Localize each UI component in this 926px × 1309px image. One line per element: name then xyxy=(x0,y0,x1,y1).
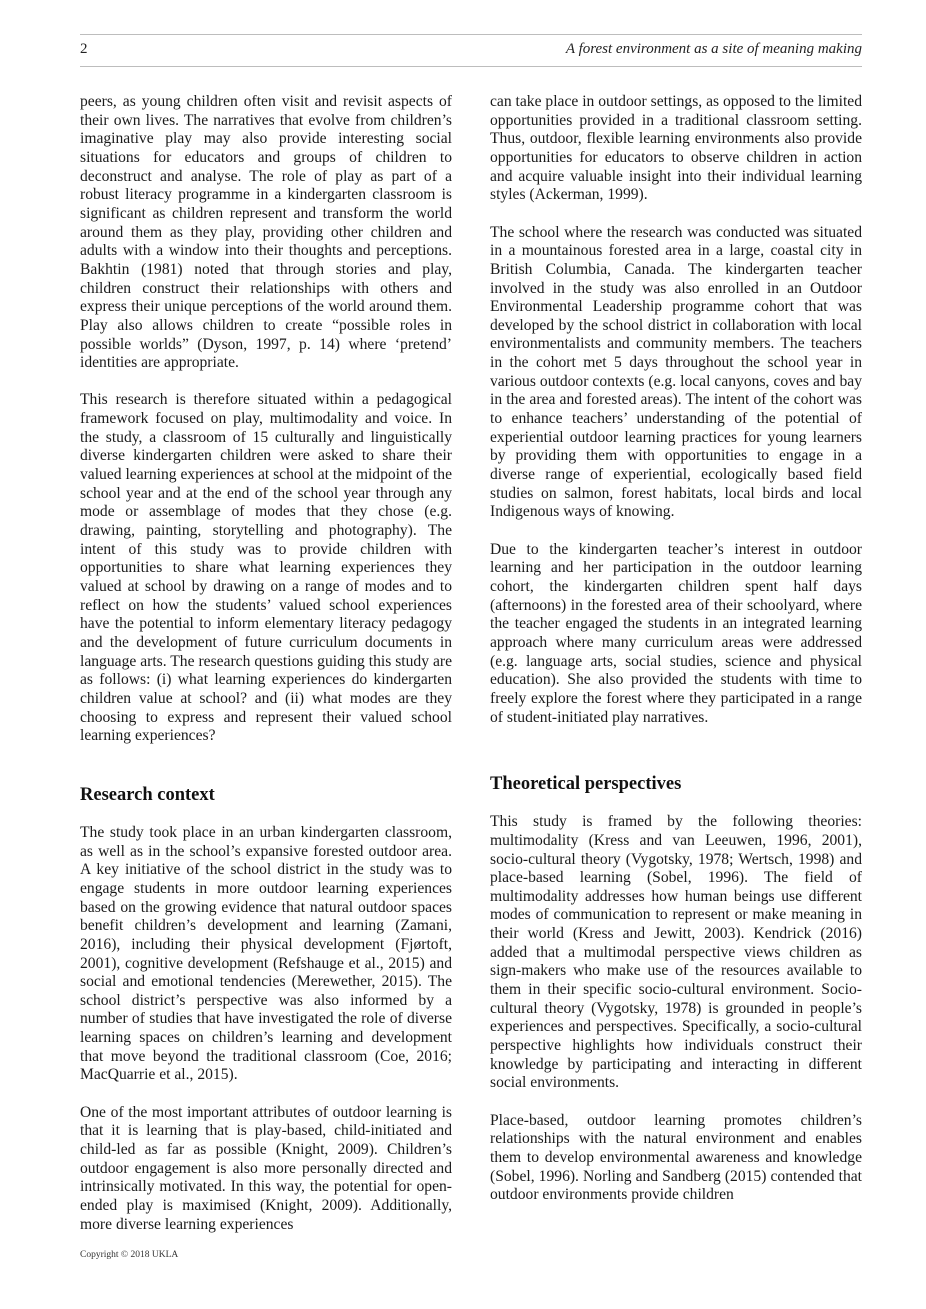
paragraph: can take place in outdoor settings, as opposed to the limited opportunities provided in a traditional classroom setting. Thus, outdoor, flexible learning environments also provide opportunities for educators to observe children in action and acquire valuable insight into their individual learning styles (Ackerman, 1999). xyxy=(490,93,862,204)
paragraph-gap xyxy=(80,1085,452,1104)
paragraph: One of the most important attributes of outdoor learning is that it is learning that is play-based, child-initiated and child-led as far as possible (Knight, 2009). Children’s outdoor engagement is also more personally directed and intrinsically motivated. In this way, the potential for open-ended play is maximised (Knight, 2009). Additionally, more diverse learning experiences xyxy=(80,1103,452,1233)
section-heading-research-context: Research context xyxy=(80,784,215,805)
paragraph: The study took place in an urban kindergarten classroom, as well as in the school’s expansive forested outdoor area. A key initiative of the school district in the study was to engage students in more outdoor learning experiences based on the growing evidence that natural outdoor spaces benefit children’s development and learning (Zamani, 2016), including their physical development (Fjørtoft, 2001), cognitive development (Refshauge et al., 2015) and social and emotional tendencies (Merewether, 2015). The school district’s perspective was also informed by a number of studies that have investigated the role of diverse learning spaces on children’s learning and development that move beyond the traditional classroom (Coe, 2016; MacQuarrie et al., 2015). xyxy=(80,823,452,1084)
header-bottom-rule xyxy=(80,66,862,67)
paragraph-gap xyxy=(490,522,862,541)
paragraph: Due to the kindergarten teacher’s interest in outdoor learning and her participation in the outdoor learning cohort, the kindergarten children spent half days (afternoons) in the forested area of their schoolyard, where the teacher engaged the students in an integrated learning approach where many curriculum areas were addressed (e.g. language arts, social studies, science and physical education). She also provided the students with time to freely explore the forest where they participated in a range of student-initiated play narratives. xyxy=(490,540,862,726)
section-gap xyxy=(490,727,862,773)
paragraph: Place-based, outdoor learning promotes children’s relationships with the natural environment and enables them to develop environmental awareness and knowledge (Sobel, 1996). Norling and Sandberg (2015) contended that outdoor environments provide children xyxy=(490,1111,862,1204)
left-column xyxy=(80,93,452,1234)
paragraph-gap xyxy=(80,373,452,392)
right-column xyxy=(490,93,862,1205)
running-title: A forest environment as a site of meaning making xyxy=(565,41,862,57)
paragraph: peers, as young children often visit and revisit aspects of their own lives. The narratives that evolve from children’s imaginative play may also provide interesting social situations for educators and groups of children to deconstruct and analyse. The role of play as part of a robust literacy programme in a kindergarten classroom is significant as children represent and transform the world around them as they play, providing other children and adults with a window into their thoughts and perceptions. Bakhtin (1981) noted that through stories and play, children construct their relationships with others and express their unique perceptions of the world around them. Play also allows children to create “possible roles in possible worlds” (Dyson, 1997, p. 14) where ‘pretend’ identities are appropriate. xyxy=(80,93,452,372)
heading-gap xyxy=(80,806,452,824)
paragraph: The school where the research was conducted was situated in a mountainous forested area in a large, coastal city in British Columbia, Canada. The kindergarten teacher involved in the study was also enrolled in an Outdoor Environmental Leadership programme cohort that was developed by the school district in collaboration with local environmentalists and community members. The teachers in the cohort met 5 days throughout the school year in various outdoor contexts (e.g. local canyons, coves and bay in the area and forested areas). The intent of the cohort was to enhance teachers’ understanding of the potential of experiential outdoor learning practices for young learners by providing them with opportunities to engage in a diverse range of experiential, ecologically based field studies on salmon, forest habitats, local birds and local Indigenous ways of knowing. xyxy=(490,223,862,521)
paragraph: This study is framed by the following theories: multimodality (Kress and van Leeuwen, 1996, 2001), socio-cultural theory (Vygotsky, 1978; Wertsch, 1998) and place-based learning (Sobel, 1996). The field of multimodality addresses how human beings use different modes of communication to represent or make meaning in their world (Kress and Jewitt, 2003). Kendrick (2016) added that a multimodal perspective views children as sign-makers who make use of the resources available to them in their specific socio-cultural environment. Socio-cultural theory (Vygotsky, 1978) is grounded in people’s experiences and perspectives. Specifically, a socio-cultural perspective highlights how individuals construct their knowledge by participating and interacting in different social environments. xyxy=(490,813,862,1092)
paragraph: This research is therefore situated within a pedagogical framework focused on play, multimodality and voice. In the study, a classroom of 15 culturally and linguistically diverse kindergarten children were asked to share their valued learning experiences at school at the midpoint of the school year and at the end of the school year through any mode or assemblage of modes that they chose (e.g. drawing, painting, storytelling and photography). The intent of this study was to provide children with opportunities to share what learning experiences they valued at school by drawing on a range of modes and to reflect on how the students’ valued school experiences have the potential to inform elementary literacy pedagogy and the development of future curriculum documents in language arts. The research questions guiding this study are as follows: (i) what learning experiences do kindergarten children value at school? and (ii) what modes are they choosing to express and represent their valued school learning experiences? xyxy=(80,391,452,745)
paragraph-gap xyxy=(490,205,862,224)
paragraph-gap xyxy=(490,1093,862,1112)
section-gap xyxy=(80,746,452,784)
section-heading-theoretical-perspectives: Theoretical perspectives xyxy=(490,774,682,795)
heading-gap xyxy=(490,795,862,813)
header-top-rule xyxy=(80,34,862,35)
copyright-footer: Copyright © 2018 UKLA xyxy=(80,1250,179,1260)
page-number: 2 xyxy=(80,41,88,57)
